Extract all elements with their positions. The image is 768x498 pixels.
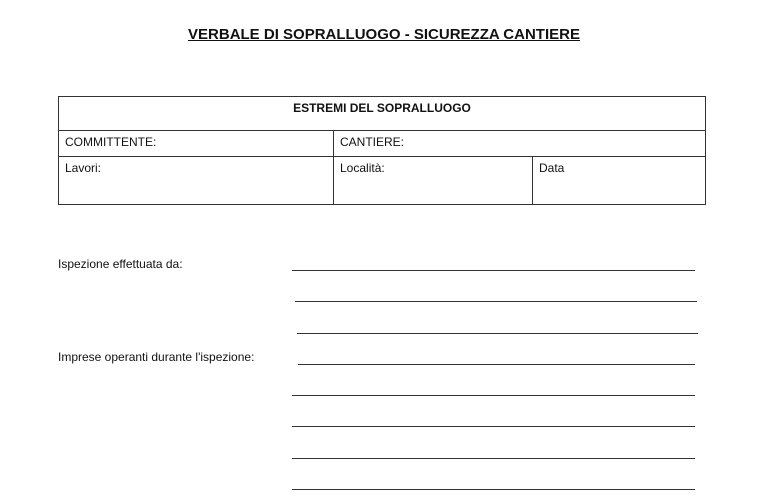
table-header: ESTREMI DEL SOPRALLUOGO (59, 97, 706, 131)
imprese-line-1[interactable] (298, 364, 695, 365)
ispezione-label: Ispezione effettuata da: (58, 257, 183, 271)
document-title: VERBALE DI SOPRALLUOGO - SICUREZZA CANTIERE (188, 26, 580, 43)
imprese-line-3[interactable] (292, 426, 695, 427)
committente-cell[interactable]: COMMITTENTE: (59, 131, 334, 157)
survey-details-table (58, 96, 706, 205)
imprese-line-4[interactable] (292, 458, 695, 459)
imprese-line-5[interactable] (292, 489, 695, 490)
imprese-label: Imprese operanti durante l'ispezione: (58, 350, 255, 364)
lavori-cell[interactable]: Lavori: (59, 157, 334, 205)
localita-cell[interactable]: Località: (334, 157, 533, 205)
cantiere-cell[interactable]: CANTIERE: (334, 131, 706, 157)
ispezione-line-1[interactable] (292, 270, 695, 271)
imprese-line-2[interactable] (292, 395, 695, 396)
ispezione-line-3[interactable] (297, 333, 698, 334)
data-cell[interactable]: Data (533, 157, 706, 205)
ispezione-line-2[interactable] (295, 301, 697, 302)
